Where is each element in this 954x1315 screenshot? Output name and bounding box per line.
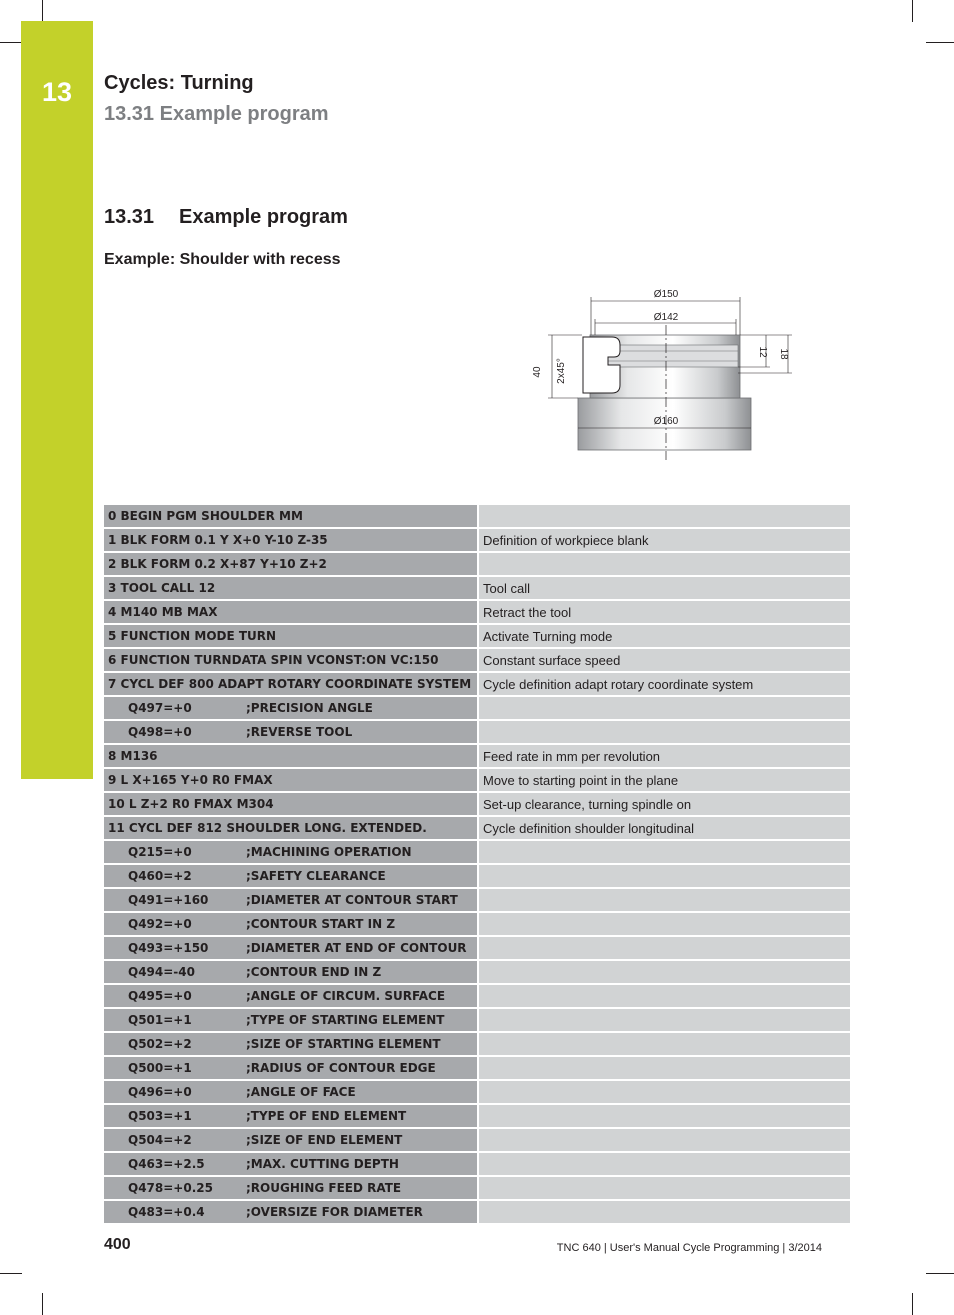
q-parameter: Q495=+0 bbox=[128, 989, 192, 1003]
q-parameter: Q491=+160 bbox=[128, 893, 209, 907]
q-comment: ;ANGLE OF CIRCUM. SURFACE bbox=[246, 989, 446, 1003]
program-description bbox=[479, 865, 850, 889]
program-description: Tool call bbox=[479, 577, 850, 601]
program-row bbox=[104, 1177, 850, 1201]
program-description bbox=[479, 961, 850, 985]
program-row bbox=[104, 1201, 850, 1225]
q-parameter: Q496=+0 bbox=[128, 1085, 192, 1099]
program-code bbox=[104, 1081, 479, 1105]
program-code bbox=[104, 841, 479, 865]
q-parameter: Q460=+2 bbox=[128, 869, 192, 883]
program-description bbox=[479, 1153, 850, 1177]
q-parameter: Q494=-40 bbox=[128, 965, 195, 979]
program-description: Cycle definition shoulder longitudinal bbox=[479, 817, 850, 841]
crop-mark bbox=[912, 0, 913, 22]
q-comment: ;CONTOUR START IN Z bbox=[246, 917, 396, 931]
program-code: 11 CYCL DEF 812 SHOULDER LONG. EXTENDED. bbox=[104, 817, 479, 841]
dim-12: 12 bbox=[757, 346, 768, 358]
q-parameter: Q463=+2.5 bbox=[128, 1157, 205, 1171]
program-row bbox=[104, 1009, 850, 1033]
crop-mark bbox=[926, 1273, 954, 1274]
dim-40: 40 bbox=[532, 366, 543, 378]
dim-150: Ø150 bbox=[653, 289, 679, 300]
program-row bbox=[104, 865, 850, 889]
chapter-number: 13 bbox=[41, 77, 73, 107]
crop-mark bbox=[42, 0, 43, 22]
crop-mark bbox=[926, 42, 954, 43]
program-row bbox=[104, 937, 850, 961]
program-row bbox=[104, 817, 850, 841]
program-code bbox=[104, 1177, 479, 1201]
example-heading: Example: Shoulder with recess bbox=[104, 251, 341, 268]
program-row bbox=[104, 505, 850, 529]
dim-160: Ø160 bbox=[653, 416, 679, 427]
q-parameter: Q493=+150 bbox=[128, 941, 209, 955]
program-row bbox=[104, 673, 850, 697]
program-description bbox=[479, 1009, 850, 1033]
program-description bbox=[479, 889, 850, 913]
chapter-tab bbox=[21, 21, 93, 779]
program-code bbox=[104, 913, 479, 937]
program-code: 6 FUNCTION TURNDATA SPIN VCONST:ON VC:150 bbox=[104, 649, 479, 673]
section-title: Example program bbox=[179, 206, 348, 228]
program-code bbox=[104, 1153, 479, 1177]
q-comment: ;SAFETY CLEARANCE bbox=[246, 869, 386, 883]
program-description bbox=[479, 841, 850, 865]
program-code: 7 CYCL DEF 800 ADAPT ROTARY COORDINATE SYSTEM bbox=[104, 673, 479, 697]
crop-mark bbox=[0, 1273, 22, 1274]
program-description: Cycle definition adapt rotary coordinate system bbox=[479, 673, 850, 697]
program-description bbox=[479, 1177, 850, 1201]
program-code bbox=[104, 1009, 479, 1033]
program-code bbox=[104, 961, 479, 985]
program-code bbox=[104, 1201, 479, 1225]
program-row bbox=[104, 577, 850, 601]
q-comment: ;TYPE OF STARTING ELEMENT bbox=[246, 1013, 445, 1027]
q-parameter: Q498=+0 bbox=[128, 725, 192, 739]
q-parameter: Q492=+0 bbox=[128, 917, 192, 931]
program-description: Move to starting point in the plane bbox=[479, 769, 850, 793]
dim-chamfer: 2x45° bbox=[556, 358, 567, 384]
program-row bbox=[104, 1129, 850, 1153]
program-code bbox=[104, 1129, 479, 1153]
q-comment: ;PRECISION ANGLE bbox=[246, 701, 373, 715]
program-row bbox=[104, 769, 850, 793]
program-code bbox=[104, 985, 479, 1009]
program-code bbox=[104, 697, 479, 721]
program-code bbox=[104, 1105, 479, 1129]
program-code: 1 BLK FORM 0.1 Y X+0 Y-10 Z-35 bbox=[104, 529, 479, 553]
program-row bbox=[104, 1105, 850, 1129]
section-heading bbox=[104, 206, 348, 229]
program-description bbox=[479, 1129, 850, 1153]
q-parameter: Q500=+1 bbox=[128, 1061, 192, 1075]
program-row bbox=[104, 697, 850, 721]
program-row bbox=[104, 961, 850, 985]
program-row bbox=[104, 745, 850, 769]
program-code bbox=[104, 721, 479, 745]
section-cutaway bbox=[583, 337, 620, 393]
program-description bbox=[479, 1201, 850, 1225]
program-description: Feed rate in mm per revolution bbox=[479, 745, 850, 769]
section-number: 13.31 bbox=[104, 206, 155, 228]
program-code: 10 L Z+2 R0 FMAX M304 bbox=[104, 793, 479, 817]
q-parameter: Q215=+0 bbox=[128, 845, 192, 859]
program-row bbox=[104, 625, 850, 649]
q-parameter: Q504=+2 bbox=[128, 1133, 192, 1147]
program-description bbox=[479, 553, 850, 577]
program-row bbox=[104, 1153, 850, 1177]
chapter-title: Cycles: Turning bbox=[104, 72, 254, 94]
program-code: 9 L X+165 Y+0 R0 FMAX bbox=[104, 769, 479, 793]
q-parameter: Q483=+0.4 bbox=[128, 1205, 205, 1219]
program-description bbox=[479, 1105, 850, 1129]
program-description bbox=[479, 937, 850, 961]
program-code: 2 BLK FORM 0.2 X+87 Y+10 Z+2 bbox=[104, 553, 479, 577]
q-comment: ;OVERSIZE FOR DIAMETER bbox=[246, 1205, 423, 1219]
program-row bbox=[104, 793, 850, 817]
footer-text: TNC 640 | User's Manual Cycle Programming | 3/2014 bbox=[556, 1242, 822, 1254]
page-number: 400 bbox=[104, 1236, 131, 1253]
q-comment: ;RADIUS OF CONTOUR EDGE bbox=[246, 1061, 436, 1075]
program-code bbox=[104, 1057, 479, 1081]
crop-mark bbox=[912, 1293, 913, 1315]
program-row bbox=[104, 553, 850, 577]
program-description: Set-up clearance, turning spindle on bbox=[479, 793, 850, 817]
q-comment: ;MACHINING OPERATION bbox=[246, 845, 412, 859]
program-row bbox=[104, 985, 850, 1009]
q-parameter: Q501=+1 bbox=[128, 1013, 192, 1027]
q-parameter: Q503=+1 bbox=[128, 1109, 192, 1123]
program-description bbox=[479, 1081, 850, 1105]
program-code: 3 TOOL CALL 12 bbox=[104, 577, 479, 601]
program-row bbox=[104, 1081, 850, 1105]
program-row bbox=[104, 529, 850, 553]
program-row bbox=[104, 601, 850, 625]
program-code bbox=[104, 889, 479, 913]
q-comment: ;ROUGHING FEED RATE bbox=[246, 1181, 402, 1195]
chapter-subtitle: 13.31 Example program bbox=[104, 103, 329, 125]
q-comment: ;DIAMETER AT CONTOUR START bbox=[246, 893, 458, 907]
q-comment: ;SIZE OF END ELEMENT bbox=[246, 1133, 403, 1147]
program-description bbox=[479, 697, 850, 721]
shoulder-drawing bbox=[520, 285, 800, 460]
program-description bbox=[479, 1057, 850, 1081]
program-code bbox=[104, 1033, 479, 1057]
program-code bbox=[104, 937, 479, 961]
program-code: 5 FUNCTION MODE TURN bbox=[104, 625, 479, 649]
program-row bbox=[104, 1057, 850, 1081]
program-row bbox=[104, 721, 850, 745]
program-row bbox=[104, 889, 850, 913]
program-code: 0 BEGIN PGM SHOULDER MM bbox=[104, 505, 479, 529]
q-comment: ;CONTOUR END IN Z bbox=[246, 965, 382, 979]
q-parameter: Q502=+2 bbox=[128, 1037, 192, 1051]
program-description bbox=[479, 913, 850, 937]
program-code: 4 M140 MB MAX bbox=[104, 601, 479, 625]
program-code: 8 M136 bbox=[104, 745, 479, 769]
q-comment: ;TYPE OF END ELEMENT bbox=[246, 1109, 407, 1123]
program-description bbox=[479, 1033, 850, 1057]
q-comment: ;DIAMETER AT END OF CONTOUR bbox=[246, 941, 467, 955]
q-parameter: Q497=+0 bbox=[128, 701, 192, 715]
q-parameter: Q478=+0.25 bbox=[128, 1181, 213, 1195]
dim-142: Ø142 bbox=[653, 312, 679, 323]
program-description: Constant surface speed bbox=[479, 649, 850, 673]
program-table bbox=[104, 505, 850, 1225]
program-row bbox=[104, 841, 850, 865]
program-row bbox=[104, 1033, 850, 1057]
crop-mark bbox=[42, 1293, 43, 1315]
program-description: Retract the tool bbox=[479, 601, 850, 625]
crop-mark bbox=[0, 42, 22, 43]
dim-18: 18 bbox=[778, 348, 789, 360]
program-description: Activate Turning mode bbox=[479, 625, 850, 649]
q-comment: ;MAX. CUTTING DEPTH bbox=[246, 1157, 399, 1171]
program-description: Definition of workpiece blank bbox=[479, 529, 850, 553]
q-comment: ;ANGLE OF FACE bbox=[246, 1085, 356, 1099]
q-comment: ;SIZE OF STARTING ELEMENT bbox=[246, 1037, 441, 1051]
program-row bbox=[104, 913, 850, 937]
program-description bbox=[479, 985, 850, 1009]
program-description bbox=[479, 505, 850, 529]
program-code bbox=[104, 865, 479, 889]
program-description bbox=[479, 721, 850, 745]
q-comment: ;REVERSE TOOL bbox=[246, 725, 353, 739]
program-row bbox=[104, 649, 850, 673]
